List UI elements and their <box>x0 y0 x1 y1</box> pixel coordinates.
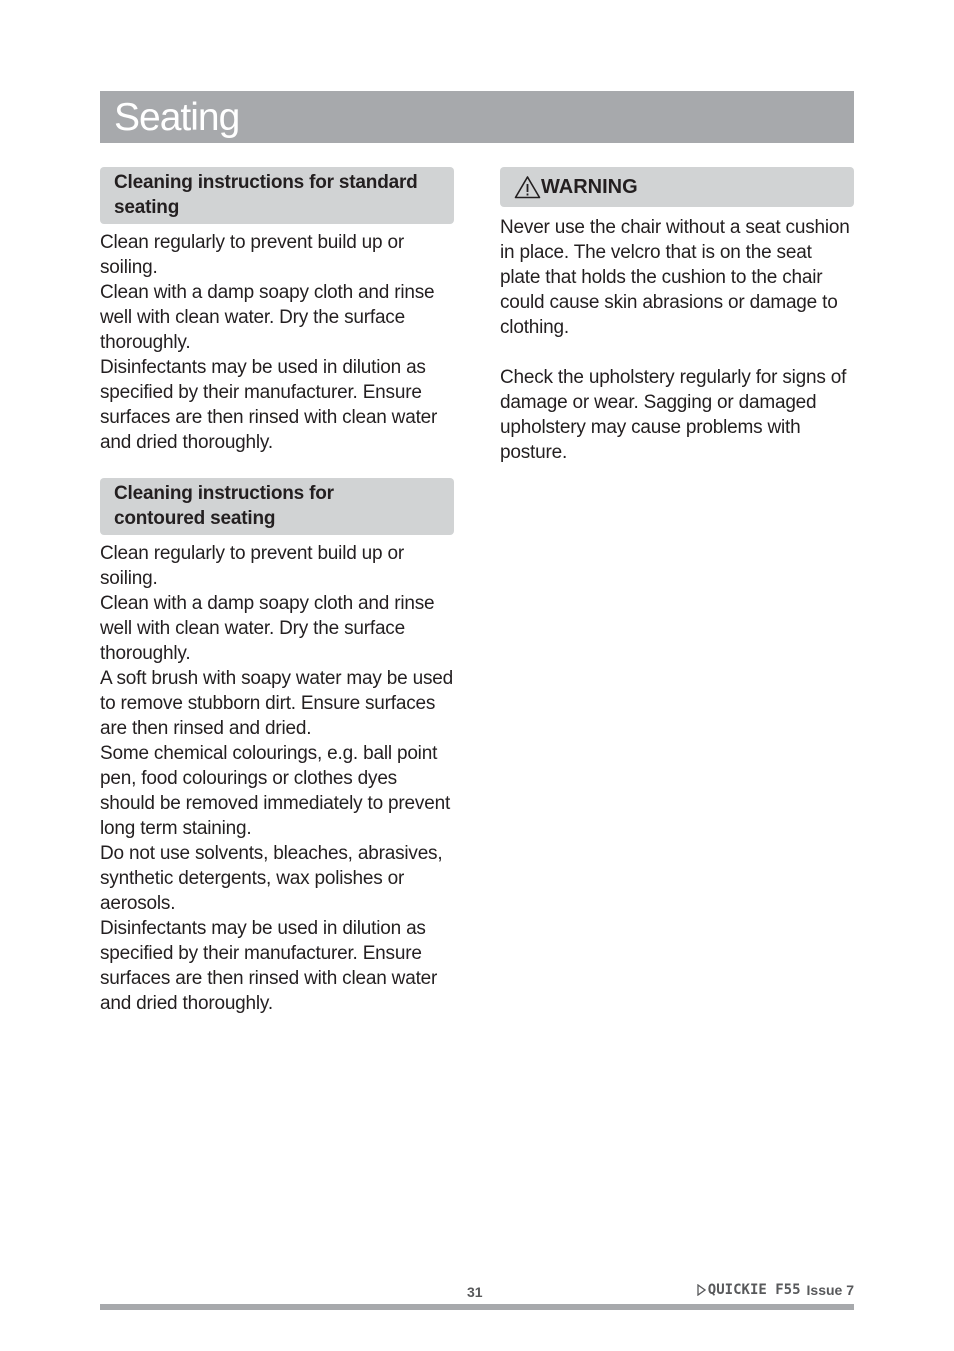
paragraph: Clean regularly to prevent build up or soiling. <box>100 543 404 589</box>
footer-rule <box>100 1304 854 1310</box>
section-heading-line: Cleaning instructions for standard <box>114 172 418 193</box>
warning-heading <box>500 167 854 207</box>
paragraph: Do not use solvents, bleaches, abrasives, synthetic detergents, wax polishes or aerosols. <box>100 843 443 914</box>
warning-triangle-icon <box>514 175 541 199</box>
section-heading-contoured-seating <box>100 478 454 535</box>
right-column <box>500 167 854 465</box>
page-title-bar <box>100 91 854 143</box>
section-body-contoured-seating <box>100 541 454 1016</box>
paragraph: Never use the chair without a seat cushion in place. The velcro that is on the seat plate that holds the cushion to the chair could cause skin abrasions or damage to clothing. <box>500 217 850 338</box>
paragraph: Clean with a damp soapy cloth and rinse well with clean water. Dry the surface thoroughly. <box>100 282 435 353</box>
section-heading-line: Cleaning instructions for <box>114 483 334 504</box>
warning-label: WARNING <box>541 175 638 198</box>
section-heading-standard-seating <box>100 167 454 224</box>
paragraph: Some chemical colourings, e.g. ball point pen, food colourings or clothes dyes should be removed immediately to prevent long term staining. <box>100 743 451 839</box>
play-arrow-icon <box>697 1284 706 1296</box>
section-heading-line: seating <box>114 197 180 218</box>
paragraph: A soft brush with soapy water may be used to remove stubborn dirt. Ensure surfaces are then rinsed and dried. <box>100 668 453 739</box>
paragraph: Clean with a damp soapy cloth and rinse well with clean water. Dry the surface thoroughly. <box>100 593 435 664</box>
paragraph: Clean regularly to prevent build up or soiling. <box>100 232 404 278</box>
issue-label: Issue 7 <box>806 1282 854 1298</box>
paragraph: Disinfectants may be used in dilution as specified by their manufacturer. Ensure surfaces are then rinsed with clean water and dried thoroughly. <box>100 918 438 1014</box>
footer-brand <box>697 1282 854 1298</box>
left-column <box>100 167 454 1016</box>
page-title: Seating <box>114 96 240 139</box>
paragraph: Disinfectants may be used in dilution as specified by their manufacturer. Ensure surfaces are then rinsed with clean water and dried thoroughly. <box>100 357 438 453</box>
section-heading-line: contoured seating <box>114 508 276 529</box>
warning-body <box>500 215 854 465</box>
page-number: 31 <box>467 1284 483 1300</box>
paragraph: Check the upholstery regularly for signs of damage or wear. Sagging or damaged upholstery may cause problems with posture. <box>500 367 847 463</box>
section-body-standard-seating <box>100 230 454 455</box>
brand-logo: QUICKIE F55 <box>707 1282 801 1298</box>
